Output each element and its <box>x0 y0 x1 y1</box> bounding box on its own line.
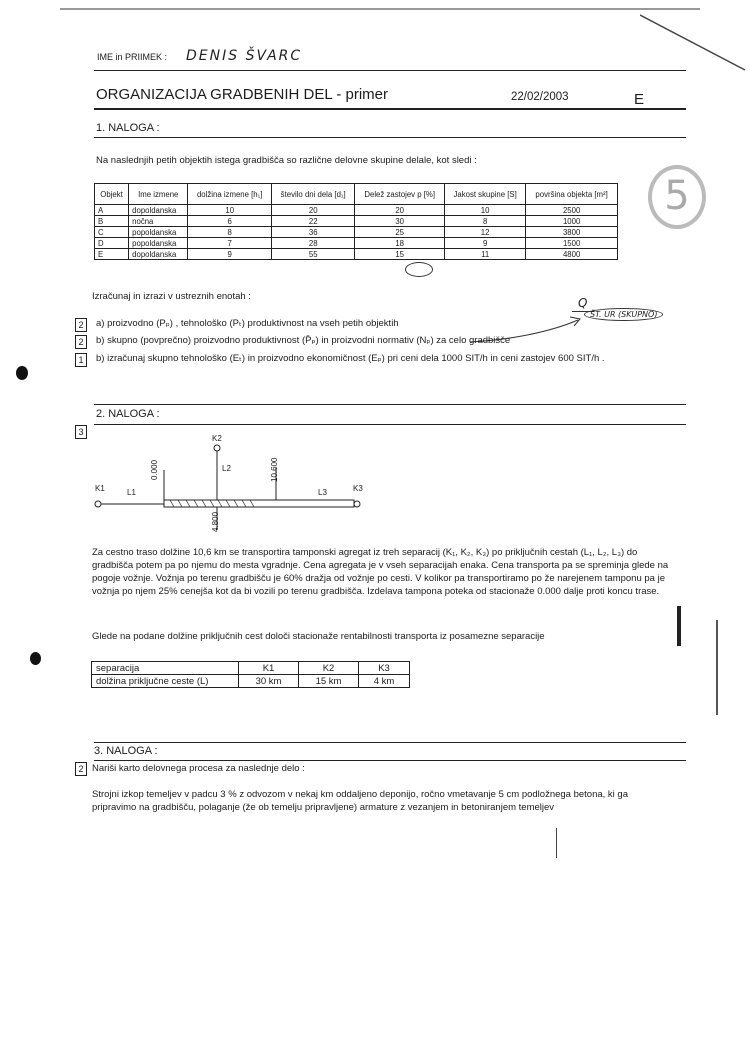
table-cell: 3800 <box>526 227 618 238</box>
annotation-q: Q <box>578 296 588 310</box>
divider <box>94 404 686 405</box>
k3-node <box>354 501 360 507</box>
table-cell: D <box>95 238 129 249</box>
task1-item-b: b) skupno (povprečno) proizvodno produktivnost (P̄ₚ) in proizvodni normativ (Nₚ) za celo gradbišče <box>96 335 511 346</box>
table-cell: 2500 <box>526 205 618 216</box>
table-cell: 6 <box>188 216 272 227</box>
divider <box>94 424 686 425</box>
col-header: Jakost skupine [S] <box>445 184 526 205</box>
table-cell: 8 <box>445 216 526 227</box>
k1-node <box>95 501 101 507</box>
table-cell: 55 <box>272 249 355 260</box>
table-cell: dopoldanska <box>129 205 188 216</box>
divider <box>94 70 686 71</box>
task1-item-c: b) izračunaj skupno tehnološko (Eₜ) in proizvodno ekonomičnost (Eₚ) pri ceni dela 1000 SIT/h in ceni zastojev 600 SIT/h . <box>96 353 605 364</box>
table-cell: 20 <box>272 205 355 216</box>
exam-variant: E <box>634 91 645 108</box>
table-row <box>92 675 410 688</box>
table-cell: 10 <box>188 205 272 216</box>
table-cell: 15 <box>355 249 445 260</box>
points-box: 1 <box>75 353 87 367</box>
label-l3: L3 <box>318 488 327 497</box>
table-cell: 25 <box>355 227 445 238</box>
k2-node <box>214 445 220 451</box>
exam-date: 22/02/2003 <box>511 91 569 103</box>
divider <box>94 760 686 761</box>
points-box: 2 <box>75 762 87 776</box>
table-cell: 9 <box>188 249 272 260</box>
table-cell: 36 <box>272 227 355 238</box>
grade-circle: 5 <box>648 165 706 229</box>
station-0: 0.000 <box>150 459 159 480</box>
hole-punch <box>30 652 41 665</box>
divider <box>94 742 686 743</box>
points-box: 2 <box>75 335 87 349</box>
table-row <box>92 662 410 675</box>
label-l1: L1 <box>127 488 136 497</box>
table-row <box>95 216 618 227</box>
page-title: ORGANIZACIJA GRADBENIH DEL - primer <box>96 86 388 103</box>
col-header: Delež zastojev p [%] <box>355 184 445 205</box>
task1-intro: Na naslednjih petih objektih istega gradbišča so različne delovne skupine delale, kot sledi : <box>96 155 477 166</box>
task2-heading: 2. NALOGA : <box>96 408 160 420</box>
table-cell: 9 <box>445 238 526 249</box>
table-cell: C <box>95 227 129 238</box>
col-header: dolžina izmene [h₁] <box>188 184 272 205</box>
table-cell: 20 <box>355 205 445 216</box>
circled-value-mark <box>405 262 433 277</box>
station-10600: 10.600 <box>270 457 279 482</box>
table-cell: K2 <box>299 662 359 675</box>
label-k1: K1 <box>95 484 105 493</box>
label-l2: L2 <box>222 464 231 473</box>
units-instruction: Izračunaj in izrazi v ustreznih enotah : <box>92 291 251 302</box>
task1-heading: 1. NALOGA : <box>96 122 160 134</box>
task3-heading: 3. NALOGA : <box>94 745 158 757</box>
table-row <box>95 227 618 238</box>
table-row <box>95 205 618 216</box>
table-cell: 4 km <box>359 675 410 688</box>
table-cell: 11 <box>445 249 526 260</box>
task3-instruction: Nariši karto delovnega procesa za naslednje delo : <box>92 763 305 774</box>
table-cell: K3 <box>359 662 410 675</box>
table-cell: E <box>95 249 129 260</box>
task2-paragraph: Za cestno traso dolžine 10,6 km se transportira tamponski agregat iz treh separacij (K₁, K₂, K₃) po priključnih cestah (L₁, L₂, L₃) do gradbišča potem pa po njemu do mesta vgradnje. Cena agregata je v vseh separacijah enaka. Cena transporta pa se spreminja glede na pogoje vožnje. Vožnja po terenu gradbišču je 60% dražja od vožnje po cesti. V kolikor pa transportiramo po že narejenem tamponu pa je vožnja po njem 25% cenejša kot da bi vozili po terenu gradbišča. Izdelava tampona poteka od stacionaže 0.000 dalje proti koncu trase. <box>92 547 669 597</box>
table-cell: dolžina priključne ceste (L) <box>92 675 239 688</box>
points-box: 3 <box>75 425 87 439</box>
table-cell: 30 <box>355 216 445 227</box>
col-header: število dni dela [d₁] <box>272 184 355 205</box>
label-k2: K2 <box>212 434 222 443</box>
label-k3: K3 <box>353 484 363 493</box>
road-trace <box>164 500 354 507</box>
col-header: Objekt <box>95 184 129 205</box>
table-cell: popoldanska <box>129 238 188 249</box>
table-cell: B <box>95 216 129 227</box>
table-header-row <box>95 184 618 205</box>
annotation-total-hours: ŠT. UR (SKUPNO) <box>584 308 663 321</box>
table-cell: K1 <box>239 662 299 675</box>
station-4800: 4.800 <box>211 511 220 532</box>
table-cell: 7 <box>188 238 272 249</box>
separation-table <box>91 661 410 688</box>
table-row <box>95 238 618 249</box>
table-cell: 8 <box>188 227 272 238</box>
divider <box>94 108 686 110</box>
table-cell: 1000 <box>526 216 618 227</box>
table-cell: 28 <box>272 238 355 249</box>
table-cell: popoldanska <box>129 227 188 238</box>
task2-question: Glede na podane dolžine priključnih cest določi stacionaže rentabilnosti transporta iz posamezne separacije <box>92 631 545 642</box>
col-header: Ime izmene <box>129 184 188 205</box>
margin-mark <box>716 620 718 715</box>
table-cell: 15 km <box>299 675 359 688</box>
table-cell: 12 <box>445 227 526 238</box>
table-cell: 4800 <box>526 249 618 260</box>
task1-item-a: a) proizvodno (Pₚ) , tehnološko (Pₜ) produktivnost na vseh petih objektih <box>96 318 399 329</box>
table-cell: 1500 <box>526 238 618 249</box>
hole-punch <box>16 366 28 380</box>
handwritten-stroke <box>556 828 557 858</box>
table-cell: nočna <box>129 216 188 227</box>
student-name: DENIS ŠVARC <box>186 48 303 64</box>
task1-table <box>94 183 618 260</box>
col-header: površina objekta [m²] <box>526 184 618 205</box>
table-cell: 22 <box>272 216 355 227</box>
scan-edge <box>60 8 700 10</box>
task3-paragraph: Strojni izkop temeljev v padcu 3 % z odvozom v nekaj km oddaljeno deponijo, ročno vmetavanje 5 cm podložnega betona, ki ga pripravimo na gradbišču, polaganje (že ob temelju pripravljene) armature z vezanjem in betoniranjem temeljev <box>92 789 629 813</box>
table-cell: 30 km <box>239 675 299 688</box>
margin-mark <box>677 606 681 646</box>
table-cell: A <box>95 205 129 216</box>
points-box: 2 <box>75 318 87 332</box>
divider <box>94 137 686 138</box>
table-cell: dopoldanska <box>129 249 188 260</box>
table-cell: 18 <box>355 238 445 249</box>
name-label: IME in PRIIMEK : <box>97 52 168 62</box>
table-cell: separacija <box>92 662 239 675</box>
route-diagram <box>90 430 390 540</box>
table-cell: 10 <box>445 205 526 216</box>
table-row <box>95 249 618 260</box>
